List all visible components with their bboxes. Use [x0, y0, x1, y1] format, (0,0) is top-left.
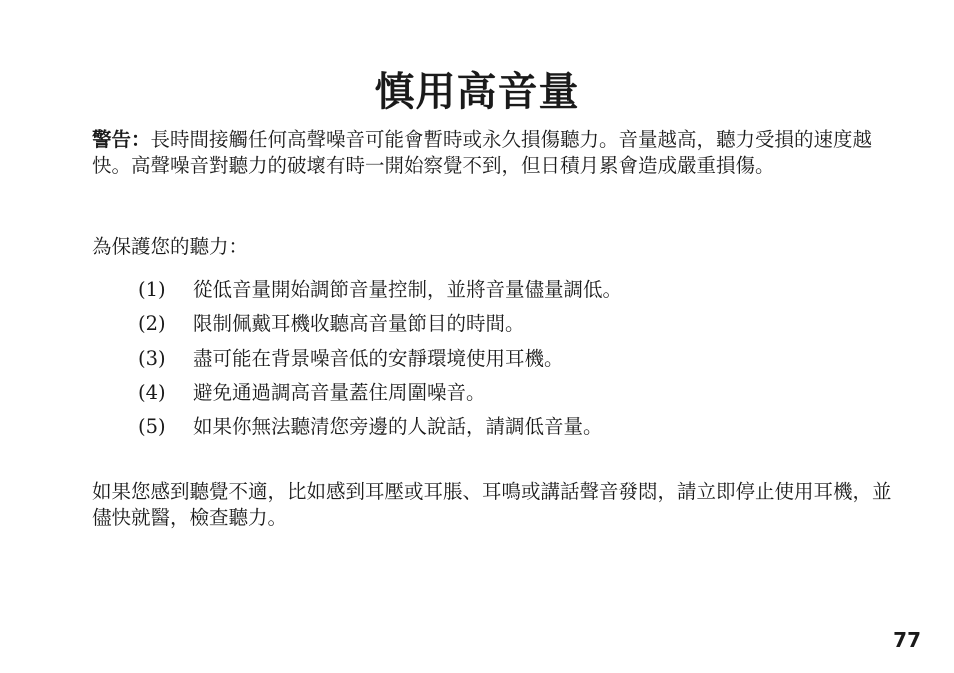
list-item [138, 346, 622, 380]
list-item [138, 311, 622, 345]
list-item-number: (1) [138, 278, 166, 301]
list-item-number: (3) [138, 346, 166, 370]
warning-label: 警告： [92, 128, 151, 151]
list-item-text: 限制佩戴耳機收聽高音量節目的時間。 [193, 312, 525, 336]
warning-text: 長時間接觸任何高聲噪音可能會暫時或永久損傷聽力。音量越高，聽力受損的速度越快。高聲噪音對聽力的破壞有時一開始察覺不到，但日積月累會造成嚴重損傷。 [92, 128, 873, 177]
list-item-number: (4) [138, 380, 166, 404]
warning-paragraph [92, 127, 902, 179]
list-item-text: 盡可能在背景噪音低的安靜環境使用耳機。 [193, 346, 564, 370]
list-item-number: (2) [138, 312, 166, 336]
page-number: 77 [893, 628, 921, 652]
list-item [138, 277, 622, 311]
list-item-text: 避免通過調高音量蓋住周圍噪音。 [193, 380, 486, 404]
list-item [138, 380, 622, 414]
list-item-text: 從低音量開始調節音量控制，並將音量儘量調低。 [193, 278, 623, 301]
list-item [138, 414, 622, 448]
list-item-text: 如果你無法聽清您旁邊的人說話，請調低音量。 [193, 415, 603, 439]
closing-paragraph: 如果您感到聽覺不適，比如感到耳壓或耳脹、耳鳴或講話聲音發悶，請立即停止使用耳機，並儘快就醫，檢查聽力。 [92, 480, 892, 529]
intro-text: 為保護您的聽力： [92, 235, 249, 258]
list-item-number: (5) [138, 415, 166, 439]
protection-steps-list [138, 277, 622, 448]
page-title: 慎用高音量 [374, 67, 580, 115]
